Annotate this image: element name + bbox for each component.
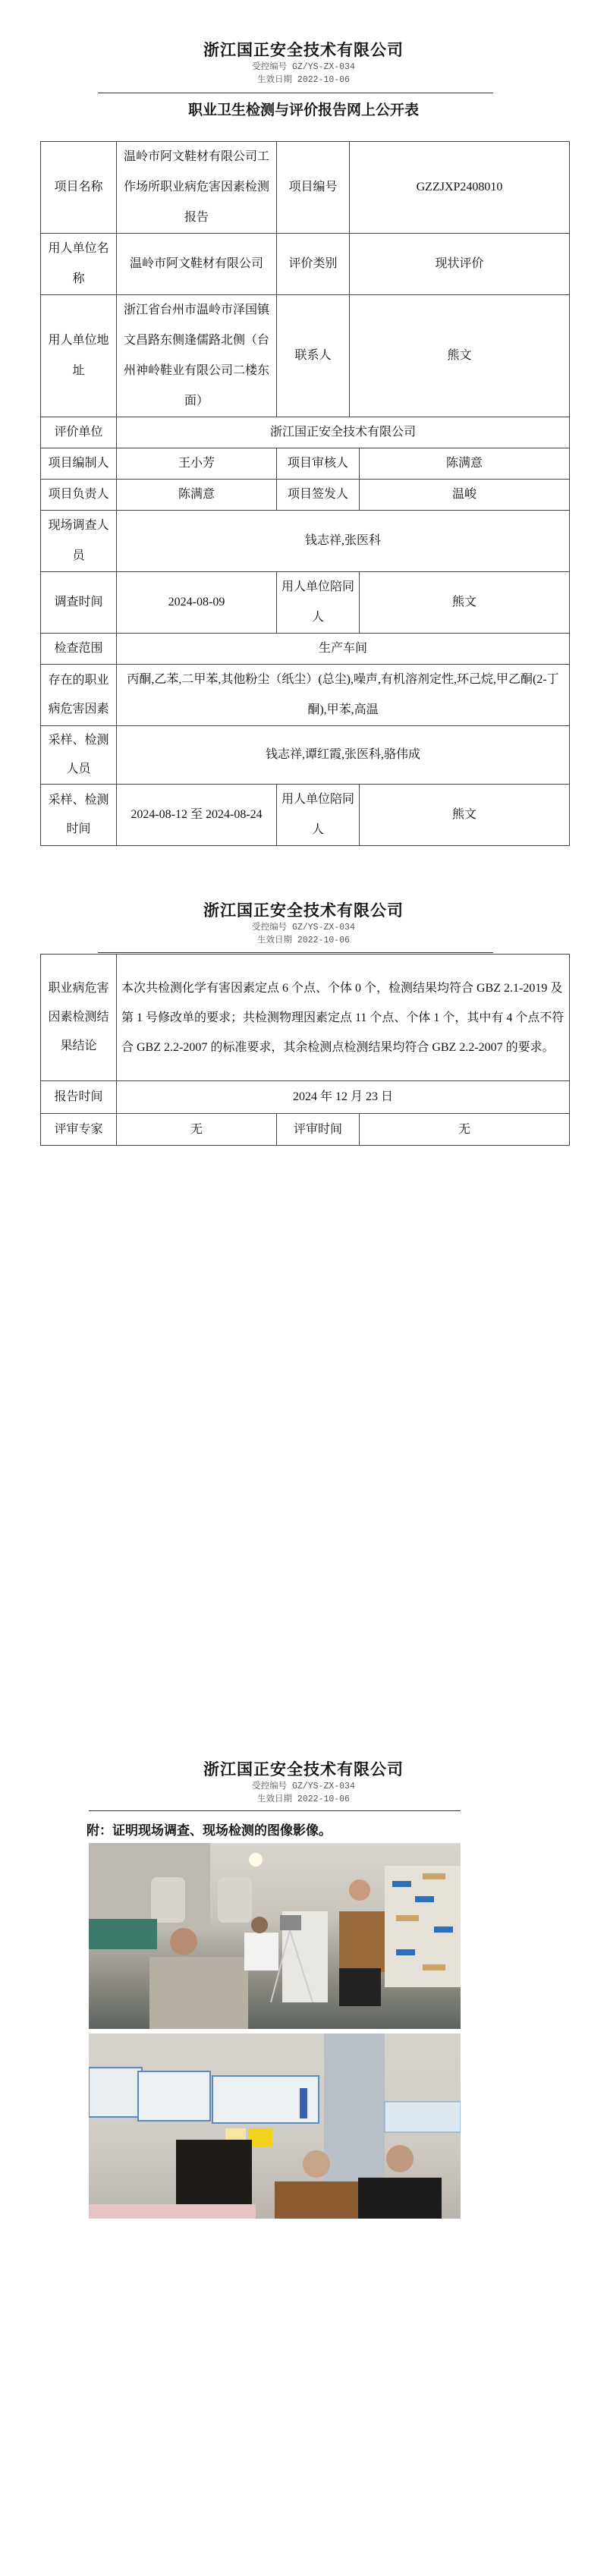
- label: 用人单位陪同人: [277, 785, 360, 846]
- contact-person: 熊文: [350, 295, 570, 417]
- page-title: 职业卫生检测与评价报告网上公开表: [187, 102, 419, 118]
- table-row: [41, 726, 570, 785]
- header-divider: [89, 1810, 461, 1811]
- label: 职业病危害因素检测结果结论: [41, 955, 117, 1081]
- label: 用人单位陪同人: [277, 572, 360, 634]
- table-row: [41, 1081, 570, 1114]
- evaluation-type: 现状评价: [350, 234, 570, 295]
- compiler: 王小芳: [117, 448, 277, 480]
- label: 项目签发人: [277, 480, 360, 511]
- project-leader: 陈满意: [117, 480, 277, 511]
- table-row: [41, 448, 570, 480]
- table-row: [41, 511, 570, 572]
- label: 存在的职业病危害因素: [41, 665, 117, 726]
- label: 项目名称: [41, 142, 117, 234]
- company-name: 浙江国正安全技术有限公司: [203, 1760, 404, 1779]
- table-row: [41, 1114, 570, 1146]
- project-number: GZZJXP2408010: [350, 142, 570, 234]
- project-name: 温岭市阿文鞋材有限公司工作场所职业病危害因素检测报告: [117, 142, 277, 234]
- sampling-time: 2024-08-12 至 2024-08-24: [117, 785, 277, 846]
- effective-date: 生效日期 2022-10-06: [257, 75, 350, 85]
- site-survey-photo: [89, 1843, 461, 2029]
- survey-time: 2024-08-09: [117, 572, 277, 634]
- header-divider: [98, 952, 493, 953]
- label: 项目审核人: [277, 448, 360, 480]
- table-row: [41, 142, 570, 234]
- table-row: [41, 480, 570, 511]
- control-number: 受控编号 GZ/YS-ZX-034: [252, 62, 355, 72]
- table-row: [41, 634, 570, 665]
- table-row: [41, 785, 570, 846]
- label: 项目编号: [277, 142, 350, 234]
- label: 采样、检测时间: [41, 785, 117, 846]
- conclusion-table: [40, 954, 570, 1146]
- page3-header: [0, 1759, 607, 1806]
- label: 评审专家: [41, 1114, 117, 1146]
- accompanying-person: 熊文: [360, 785, 570, 846]
- control-number: 受控编号 GZ/YS-ZX-034: [252, 1782, 355, 1791]
- label: 联系人: [277, 295, 350, 417]
- label: 报告时间: [41, 1081, 117, 1114]
- table-row: [41, 417, 570, 448]
- label: 用人单位地址: [41, 295, 117, 417]
- site-testing-photo: [89, 2033, 461, 2219]
- workshop-wall-scene: [89, 2033, 461, 2219]
- test-conclusion: 本次共检测化学有害因素定点 6 个点、个体 0 个，检测结果均符合 GBZ 2.1-2019 及第 1 号修改单的要求；共检测物理因素定点 11 个点、个体 1 个，其中有 4 个点不符合 GBZ 2.2-2007 的标准要求，其余检测点检测结果均符合 GBZ 2.2-2007 的要求。: [117, 955, 570, 1081]
- review-time: 无: [360, 1114, 570, 1146]
- table-row: [41, 955, 570, 1081]
- employer-name: 温岭市阿文鞋材有限公司: [117, 234, 277, 295]
- appendix-caption: 附：证明现场调查、现场检测的图像影像。: [86, 1823, 332, 1838]
- accompanying-person: 熊文: [360, 572, 570, 634]
- label: 评审时间: [277, 1114, 360, 1146]
- company-name: 浙江国正安全技术有限公司: [203, 41, 404, 59]
- table-row: [41, 665, 570, 726]
- report-time: 2024 年 12 月 23 日: [117, 1081, 570, 1114]
- label: 评价类别: [277, 234, 350, 295]
- evaluation-unit: 浙江国正安全技术有限公司: [117, 417, 570, 448]
- review-expert: 无: [117, 1114, 277, 1146]
- label: 调查时间: [41, 572, 117, 634]
- control-number: 受控编号 GZ/YS-ZX-034: [252, 923, 355, 933]
- surveyors: 钱志祥,张医科: [117, 511, 570, 572]
- page1-header: [0, 39, 607, 86]
- employer-address: 浙江省台州市温岭市泽国镇文昌路东侧逢儒路北侧（台州神岭鞋业有限公司二楼东面）: [117, 295, 277, 417]
- label: 项目负责人: [41, 480, 117, 511]
- label: 用人单位名称: [41, 234, 117, 295]
- workshop-scene: [89, 1843, 461, 2029]
- inspection-scope: 生产车间: [117, 634, 570, 665]
- disclosure-table: [40, 141, 570, 846]
- sampling-staff: 钱志祥,谭红霞,张医科,骆伟成: [117, 726, 570, 785]
- table-row: [41, 234, 570, 295]
- page2-header: [0, 900, 607, 947]
- label: 现场调查人员: [41, 511, 117, 572]
- table-row: [41, 572, 570, 634]
- label: 项目编制人: [41, 448, 117, 480]
- issuer: 温峻: [360, 480, 570, 511]
- table-row: [41, 295, 570, 417]
- label: 评价单位: [41, 417, 117, 448]
- hazard-factors: 丙酮,乙苯,二甲苯,其他粉尘（纸尘）(总尘),噪声,有机溶剂定性,环己烷,甲乙酮(2-丁酮),甲苯,高温: [117, 665, 570, 726]
- effective-date: 生效日期 2022-10-06: [257, 1794, 350, 1804]
- label: 采样、检测人员: [41, 726, 117, 785]
- label: 检查范围: [41, 634, 117, 665]
- reviewer: 陈满意: [360, 448, 570, 480]
- company-name: 浙江国正安全技术有限公司: [203, 901, 404, 920]
- effective-date: 生效日期 2022-10-06: [257, 936, 350, 945]
